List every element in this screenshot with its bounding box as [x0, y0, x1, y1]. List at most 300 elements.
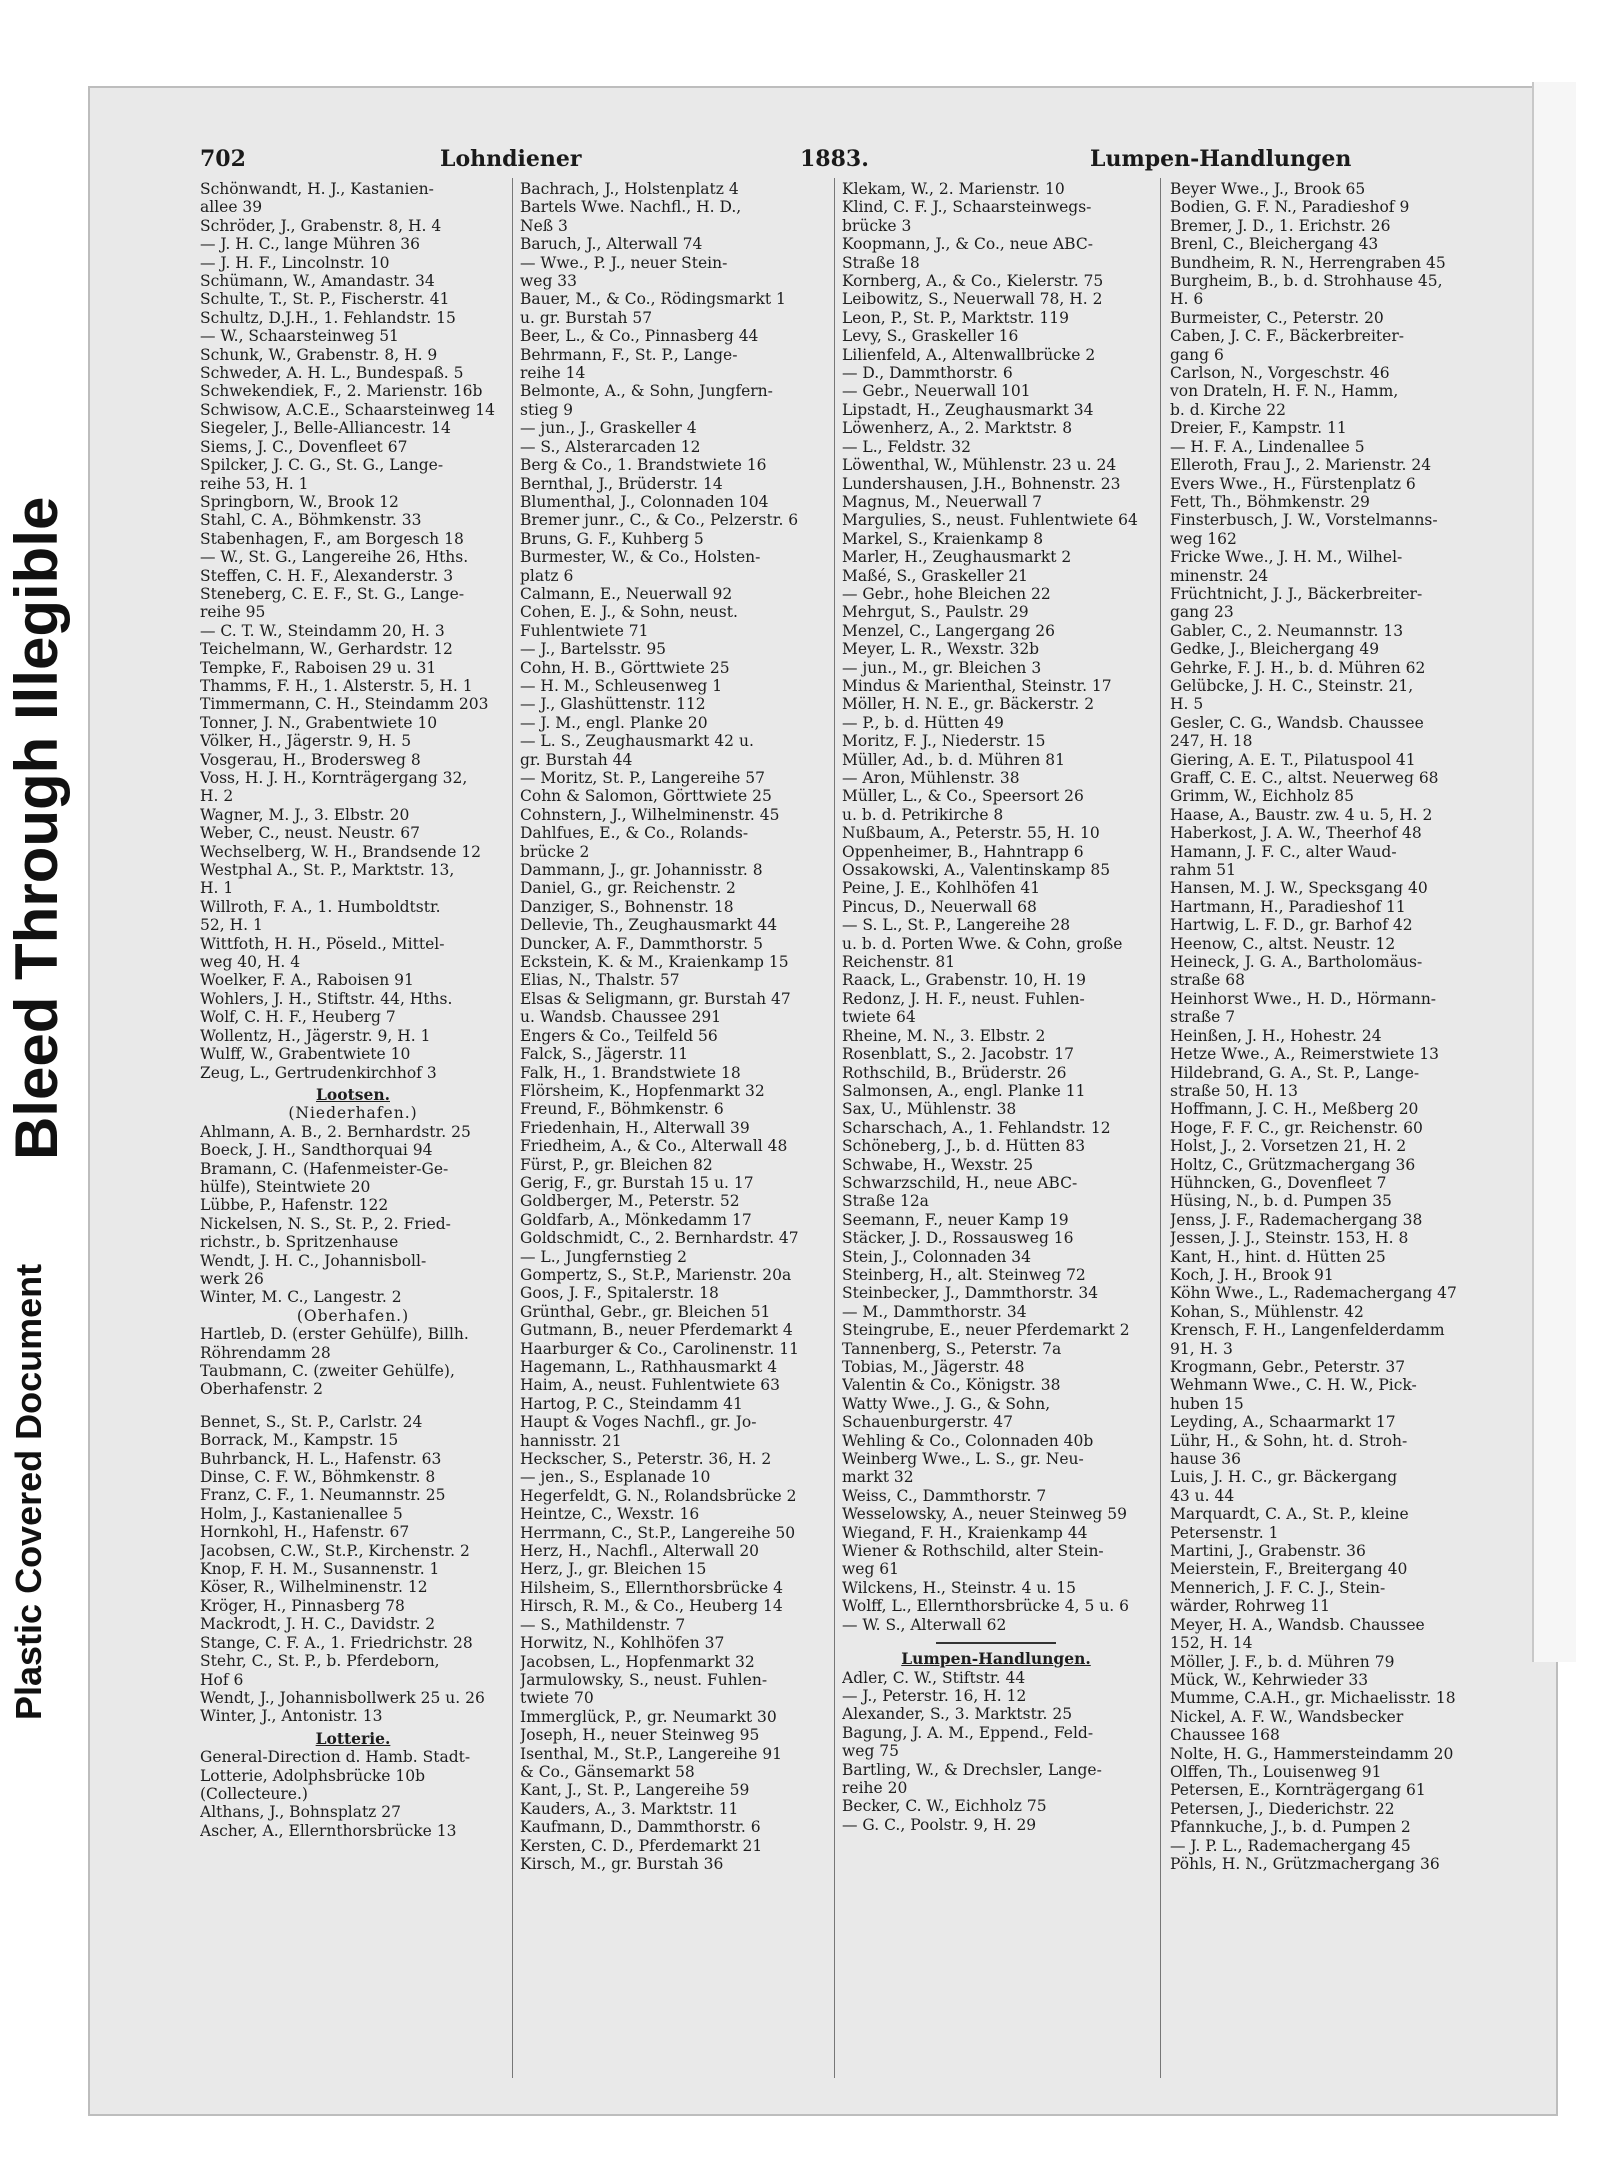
directory-entry-line: Winter, M. C., Langestr. 2	[200, 1288, 402, 1307]
directory-entry-line: Gehrke, F. J. H., b. d. Mühren 62	[1170, 658, 1426, 677]
directory-entry-line: brücke 2	[520, 842, 590, 861]
directory-entry-line: — Gebr., hohe Bleichen 22	[842, 584, 1051, 603]
directory-entry-line: Meyer, L. R., Wexstr. 32b	[842, 640, 1040, 659]
directory-entry-line: Stein, J., Colonnaden 34	[842, 1247, 1032, 1266]
directory-entry-line: u. b. d. Petrikirche 8	[842, 805, 1004, 824]
directory-entry-line: Dellevie, Th., Zeughausmarkt 44	[520, 916, 778, 935]
directory-entry-line: Tannenberg, S., Peterstr. 7a	[842, 1339, 1062, 1358]
directory-entry-line: Weinberg Wwe., L. S., gr. Neu-	[842, 1450, 1084, 1469]
directory-entry-line: Boeck, J. H., Sandthorquai 94	[200, 1141, 433, 1160]
directory-entry-line: — C. T. W., Steindamm 20, H. 3	[200, 621, 445, 640]
directory-entry-line: Evers Wwe., H., Fürstenplatz 6	[1170, 474, 1416, 493]
directory-entry-line: Schwarzschild, H., neue ABC-	[842, 1173, 1078, 1192]
directory-entry-line: Stange, C. F. A., 1. Friedrichstr. 28	[200, 1633, 473, 1652]
directory-entry-line: Wagner, M. J., 3. Elbstr. 20	[200, 805, 410, 824]
directory-entry-line: Kant, H., hint. d. Hütten 25	[1170, 1247, 1386, 1266]
directory-entry-line: Raack, L., Grabenstr. 10, H. 19	[842, 971, 1087, 990]
directory-entry-line: platz 6	[520, 566, 574, 585]
column-rule	[834, 178, 835, 2078]
directory-entry-line: Schwisow, A.C.E., Schaarsteinweg 14	[200, 400, 496, 419]
directory-entry-line: Kaufmann, D., Dammthorstr. 6	[520, 1818, 761, 1837]
directory-entry-line: Kirsch, M., gr. Burstah 36	[520, 1854, 724, 1873]
directory-entry-line: Bundheim, R. N., Herrengraben 45	[1170, 253, 1446, 272]
directory-entry-line: wärder, Rohrweg 11	[1170, 1597, 1330, 1616]
directory-entry-line: Ascher, A., Ellernthorsbrücke 13	[200, 1821, 457, 1840]
page-header	[200, 140, 1540, 180]
directory-column-4	[1170, 180, 1476, 2090]
directory-entry-line: Goldberger, M., Peterstr. 52	[520, 1192, 740, 1211]
directory-entry-line: 91, H. 3	[1170, 1339, 1233, 1358]
directory-entry-line: Margulies, S., neust. Fuhlentwiete 64	[842, 511, 1138, 530]
directory-entry-line: Calmann, E., Neuerwall 92	[520, 584, 733, 603]
directory-entry-line: — S. L., St. P., Langereihe 28	[842, 916, 1071, 935]
directory-entry-line: Elleroth, Frau J., 2. Marienstr. 24	[1170, 456, 1432, 475]
directory-entry-line: Gesler, C. G., Wandsb. Chaussee	[1170, 713, 1424, 732]
directory-entry-line: Bagung, J. A. M., Eppend., Feld-	[842, 1723, 1094, 1742]
column-rule	[512, 178, 513, 2078]
directory-entry-line: Immerglück, P., gr. Neumarkt 30	[520, 1707, 777, 1726]
directory-entry-line: Flörsheim, K., Hopfenmarkt 32	[520, 1081, 765, 1100]
directory-entry-line: Löwenthal, W., Mühlenstr. 23 u. 24	[842, 456, 1117, 475]
directory-entry-line: Nickel, A. F. W., Wandsbecker	[1170, 1707, 1404, 1726]
directory-entry-line: Schultz, D.J.H., 1. Fehlandstr. 15	[200, 308, 456, 327]
directory-entry-line: Krogmann, Gebr., Peterstr. 37	[1170, 1358, 1406, 1376]
directory-entry-line: Fürst, P., gr. Bleichen 82	[520, 1155, 713, 1174]
directory-entry-line: Alexander, S., 3. Marktstr. 25	[842, 1705, 1073, 1724]
directory-entry-line: Schöneberg, J., b. d. Hütten 83	[842, 1137, 1086, 1156]
directory-entry-line: Tobias, M., Jägerstr. 48	[842, 1358, 1025, 1376]
directory-entry-line: Peine, J. E., Kohlhöfen 41	[842, 879, 1041, 898]
directory-entry-line: Hansen, M. J. W., Specksgang 40	[1170, 879, 1428, 898]
directory-entry-line: Kröger, H., Pinnasberg 78	[200, 1596, 405, 1615]
directory-entry-line: Koch, J. H., Brook 91	[1170, 1265, 1334, 1284]
directory-entry-line: Leyding, A., Schaarmarkt 17	[1170, 1413, 1396, 1432]
running-title-right: Lumpen-Handlungen	[1090, 146, 1352, 172]
directory-entry-line: Krensch, F. H., Langenfelderdamm	[1170, 1321, 1445, 1340]
directory-entry-line: b. d. Kirche 22	[1170, 400, 1286, 419]
directory-entry-line: Leibowitz, S., Neuerwall 78, H. 2	[842, 290, 1103, 309]
directory-entry-line: richstr., b. Spritzenhause	[200, 1233, 399, 1252]
directory-entry-line: Möller, J. F., b. d. Mühren 79	[1170, 1652, 1395, 1671]
section-heading: Lumpen-Handlungen.	[901, 1649, 1091, 1669]
directory-entry-line: Graff, C. E. C., altst. Neuerweg 68	[1170, 769, 1439, 787]
directory-entry-line: Müller, L., & Co., Speersort 26	[842, 787, 1084, 806]
directory-entry-line: Hüsing, N., b. d. Pumpen 35	[1170, 1192, 1392, 1211]
directory-entry-line: weg 75	[842, 1742, 900, 1761]
running-title-left: Lohndiener	[440, 146, 582, 172]
directory-entry-line: Lotterie, Adolphsbrücke 10b	[200, 1766, 426, 1785]
directory-entry-line: Becker, C. W., Eichholz 75	[842, 1797, 1047, 1816]
directory-entry-line: Joseph, H., neuer Steinweg 95	[520, 1726, 760, 1745]
directory-entry-line: Wiegand, F. H., Kraienkamp 44	[842, 1523, 1088, 1542]
directory-entry-line: Gedke, J., Bleichergang 49	[1170, 640, 1380, 659]
directory-entry-line: — G. C., Poolstr. 9, H. 29	[842, 1815, 1037, 1834]
directory-entry-line: Haase, A., Baustr. zw. 4 u. 5, H. 2	[1170, 805, 1433, 824]
directory-entry-line: 247, H. 18	[1170, 732, 1253, 751]
directory-entry-line: Bennet, S., St. P., Carlstr. 24	[200, 1412, 423, 1431]
directory-entry-line: Petersen, J., Diederichstr. 22	[1170, 1799, 1395, 1818]
directory-entry-line: Heinhorst Wwe., H. D., Hörmann-	[1170, 989, 1437, 1008]
directory-entry-line: Beyer Wwe., J., Brook 65	[1170, 180, 1366, 198]
directory-entry-line: Springborn, W., Brook 12	[200, 492, 399, 511]
directory-entry-line: 43 u. 44	[1170, 1486, 1235, 1505]
directory-entry-line: Herz, J., gr. Bleichen 15	[520, 1560, 707, 1579]
directory-entry-line: Marquardt, C. A., St. P., kleine	[1170, 1505, 1409, 1524]
directory-entry-line: Dreier, F., Kampstr. 11	[1170, 419, 1347, 438]
directory-entry-line: Koopmann, J., & Co., neue ABC-	[842, 235, 1093, 254]
directory-entry-line: Herrmann, C., St.P., Langereihe 50	[520, 1523, 796, 1542]
directory-entry-line: Hartleb, D. (erster Gehülfe), Billh.	[200, 1325, 469, 1344]
directory-entry-line: Daniel, G., gr. Reichenstr. 2	[520, 879, 736, 898]
directory-entry-line: H. 6	[1170, 290, 1204, 309]
directory-entry-line: Stäcker, J. D., Rossausweg 16	[842, 1229, 1074, 1248]
directory-entry-line: weg 162	[1170, 529, 1237, 548]
directory-entry-line: Schwekendiek, F., 2. Marienstr. 16b	[200, 382, 483, 401]
directory-entry-line: H. 5	[1170, 695, 1204, 714]
directory-entry-line: Ossakowski, A., Valentinskamp 85	[842, 861, 1111, 880]
directory-entry-line: Haberkost, J. A. W., Theerhof 48	[1170, 824, 1422, 843]
directory-entry-line: Jessen, J. J., Steinstr. 153, H. 8	[1170, 1229, 1409, 1248]
directory-entry-line: Mennerich, J. F. C. J., Stein-	[1170, 1578, 1386, 1597]
directory-entry-line: — H. M., Schleusenweg 1	[520, 676, 723, 695]
directory-entry-line: Fricke Wwe., J. H. M., Wilhel-	[1170, 548, 1403, 567]
directory-entry-line: Straße 12a	[842, 1192, 929, 1211]
directory-entry-line: von Drateln, H. F. N., Hamm,	[1170, 382, 1399, 401]
directory-entry-line: Holm, J., Kastanienallee 5	[200, 1504, 403, 1523]
directory-entry-line: Pfannkuche, J., b. d. Pumpen 2	[1170, 1818, 1411, 1837]
directory-entry-line: Hilsheim, S., Ellernthorsbrücke 4	[520, 1578, 783, 1597]
directory-entry-line: Neß 3	[520, 216, 568, 235]
directory-entry-line: Dammann, J., gr. Johannisstr. 8	[520, 861, 763, 880]
directory-entry-line: Maßé, S., Graskeller 21	[842, 566, 1029, 585]
directory-entry-line: Röhrendamm 28	[200, 1343, 331, 1362]
directory-entry-line: Knop, F. H. M., Susannenstr. 1	[200, 1560, 440, 1579]
directory-entry-line: — H. F. A., Lindenallee 5	[1170, 437, 1365, 456]
page-edge	[1532, 82, 1576, 1662]
directory-entry-line: Wendt, J., Johannisbollwerk 25 u. 26	[200, 1688, 485, 1707]
directory-entry-line: hülfe), Steintwiete 20	[200, 1177, 371, 1196]
directory-entry-line: Steingrube, E., neuer Pferdemarkt 2	[842, 1321, 1130, 1340]
directory-entry-line: Gompertz, S., St.P., Marienstr. 20a	[520, 1265, 792, 1284]
directory-entry-line: Hartog, P. C., Steindamm 41	[520, 1394, 743, 1413]
directory-entry-line: Kant, J., St. P., Langereihe 59	[520, 1781, 750, 1800]
directory-entry-line: — J. P. L., Rademachergang 45	[1170, 1836, 1411, 1855]
page-number: 702	[200, 146, 246, 172]
directory-entry-line: — Wwe., P. J., neuer Stein-	[520, 253, 728, 272]
directory-entry-line: Jacobsen, L., Hopfenmarkt 32	[520, 1652, 755, 1671]
directory-column-3	[842, 180, 1150, 2090]
directory-entry-line: reihe 95	[200, 603, 266, 622]
directory-entry-line: allee 39	[200, 198, 263, 217]
directory-entry-line: Lilienfeld, A., Altenwallbrücke 2	[842, 345, 1096, 364]
directory-entry-line: — D., Dammthorstr. 6	[842, 364, 1013, 383]
directory-entry-line: Beer, L., & Co., Pinnasberg 44	[520, 327, 759, 346]
directory-entry-line: straße 50, H. 13	[1170, 1081, 1298, 1100]
directory-entry-line: Belmonte, A., & Sohn, Jungfern-	[520, 382, 773, 401]
directory-entry-line: hannisstr. 21	[520, 1431, 622, 1450]
directory-entry-line: Franz, C. F., 1. Neumannstr. 25	[200, 1486, 446, 1505]
directory-entry-line: Olffen, Th., Louisenweg 91	[1170, 1762, 1382, 1781]
directory-entry-line: Steneberg, C. E. F., St. G., Lange-	[200, 584, 465, 603]
directory-entry-line: Cohen, E. J., & Sohn, neust.	[520, 603, 738, 622]
directory-entry-line: Gutmann, B., neuer Pferdemarkt 4	[520, 1321, 793, 1340]
directory-entry-line: — P., b. d. Hütten 49	[842, 713, 1004, 732]
directory-entry-line: Hoge, F. F. C., gr. Reichenstr. 60	[1170, 1118, 1423, 1137]
directory-entry-line: Schunk, W., Grabenstr. 8, H. 9	[200, 345, 438, 364]
directory-entry-line: Hildebrand, G. A., St. P., Lange-	[1170, 1063, 1420, 1082]
directory-entry-line: Woelker, F. A., Raboisen 91	[200, 971, 414, 990]
directory-entry-line: Falck, S., Jägerstr. 11	[520, 1045, 689, 1064]
directory-entry-line: u. Wandsb. Chaussee 291	[520, 1008, 722, 1027]
directory-entry-line: Jacobsen, C.W., St.P., Kirchenstr. 2	[200, 1541, 470, 1560]
directory-entry-line: Völker, H., Jägerstr. 9, H. 5	[200, 732, 412, 751]
directory-entry-line: Sax, U., Mühlenstr. 38	[842, 1100, 1017, 1119]
directory-entry-line: Straße 18	[842, 253, 920, 272]
directory-entry-line: straße 7	[1170, 1008, 1236, 1027]
directory-entry-line: Mumme, C.A.H., gr. Michaelisstr. 18	[1170, 1689, 1456, 1708]
directory-entry-line: Gerig, F., gr. Burstah 15 u. 17	[520, 1173, 754, 1192]
directory-entry-line: minenstr. 24	[1170, 566, 1269, 585]
directory-entry-line: Fuhlentwiete 71	[520, 621, 649, 640]
directory-entry-line: Ahlmann, A. B., 2. Bernhardstr. 25	[200, 1122, 471, 1141]
directory-entry-line: Wehmann Wwe., C. H. W., Pick-	[1170, 1376, 1417, 1395]
directory-entry-line: Müller, Ad., b. d. Mühren 81	[842, 750, 1066, 769]
directory-entry-line: Mindus & Marienthal, Steinstr. 17	[842, 676, 1112, 695]
directory-entry-line: Siems, J. C., Dovenfleet 67	[200, 437, 408, 456]
directory-entry-line: Moritz, F. J., Niederstr. 15	[842, 732, 1046, 751]
directory-entry-line: Scharschach, A., 1. Fehlandstr. 12	[842, 1118, 1111, 1137]
directory-entry-line: Voss, H. J. H., Kornträgergang 32,	[200, 769, 468, 787]
directory-entry-line: Heenow, C., altst. Neustr. 12	[1170, 934, 1396, 953]
directory-entry-line: Wechselberg, W. H., Brandsende 12	[200, 842, 482, 861]
directory-entry-line: Thamms, F. H., 1. Alsterstr. 5, H. 1	[200, 676, 473, 695]
directory-entry-line: Petersen, E., Kornträgergang 61	[1170, 1781, 1426, 1800]
directory-entry-line: Rothschild, B., Brüderstr. 26	[842, 1063, 1067, 1082]
directory-entry-line: Menzel, C., Langergang 26	[842, 621, 1056, 640]
directory-entry-line: Steinbecker, J., Dammthorstr. 34	[842, 1284, 1099, 1303]
directory-entry-line: markt 32	[842, 1468, 914, 1487]
directory-entry-line: Wendt, J. H. C., Johannisboll-	[200, 1251, 427, 1270]
directory-entry-line: — J. H. F., Lincolnstr. 10	[200, 253, 390, 272]
directory-entry-line: — L., Jungfernstieg 2	[520, 1247, 687, 1266]
directory-entry-line: Carlson, N., Vorgeschstr. 46	[1170, 364, 1390, 383]
directory-entry-line: Brenl, C., Bleichergang 43	[1170, 235, 1379, 254]
directory-entry-line: Schröder, J., Grabenstr. 8, H. 4	[200, 216, 442, 235]
directory-entry-line: Grimm, W., Eichholz 85	[1170, 787, 1355, 806]
directory-entry-line: & Co., Gänsemarkt 58	[520, 1762, 695, 1781]
directory-entry-line: — L., Feldstr. 32	[842, 437, 971, 456]
directory-entry-line: — W., Schaarsteinweg 51	[200, 327, 399, 346]
directory-entry-line: Wollentz, H., Jägerstr. 9, H. 1	[200, 1026, 431, 1045]
directory-entry-line: gang 6	[1170, 345, 1224, 364]
directory-entry-line: twiete 70	[520, 1689, 594, 1708]
directory-entry-line: Hagemann, L., Rathhausmarkt 4	[520, 1358, 778, 1376]
directory-entry-line: 52, H. 1	[200, 916, 263, 935]
directory-entry-line: Bremer junr., C., & Co., Pelzerstr. 6	[520, 511, 799, 530]
directory-entry-line: Willroth, F. A., 1. Humboldtstr.	[200, 897, 441, 916]
directory-entry-line: Bartels Wwe. Nachfl., H. D.,	[520, 198, 742, 217]
directory-entry-line: Schönwandt, H. J., Kastanien-	[200, 180, 434, 198]
directory-entry-line: u. gr. Burstah 57	[520, 308, 653, 327]
directory-entry-line: Weber, C., neust. Neustr. 67	[200, 824, 420, 843]
directory-entry-line: Steffen, C. H. F., Alexanderstr. 3	[200, 566, 454, 585]
directory-entry-line: H. 1	[200, 879, 234, 898]
directory-entry-line: General-Direction d. Hamb. Stadt-	[200, 1748, 471, 1767]
directory-entry-line: Holst, J., 2. Vorsetzen 21, H. 2	[1170, 1137, 1407, 1156]
directory-entry-line: Althans, J., Bohnsplatz 27	[200, 1803, 401, 1822]
directory-entry-line: — J. H. C., lange Mühren 36	[200, 235, 421, 254]
directory-entry-line: Gelübcke, J. H. C., Steinstr. 21,	[1170, 676, 1414, 695]
directory-entry-line: Weiss, C., Dammthorstr. 7	[842, 1486, 1047, 1505]
directory-entry-line: Finsterbusch, J. W., Vorstelmanns-	[1170, 511, 1438, 530]
directory-entry-line: Mück, W., Kehrwieder 33	[1170, 1670, 1369, 1689]
directory-entry-line: Möller, H. N. E., gr. Bäckerstr. 2	[842, 695, 1095, 714]
directory-entry-line: gr. Burstah 44	[520, 750, 633, 769]
directory-entry-line: Blumenthal, J., Colonnaden 104	[520, 492, 769, 511]
directory-entry-line: Luis, J. H. C., gr. Bäckergang	[1170, 1468, 1398, 1487]
directory-entry-line: — jun., J., Graskeller 4	[520, 419, 697, 438]
directory-entry-line: Bachrach, J., Holstenplatz 4	[520, 180, 739, 198]
directory-entry-line: Hamann, J. F. C., alter Waud-	[1170, 842, 1397, 861]
directory-entry-line: Eckstein, K. & M., Kraienkamp 15	[520, 953, 789, 972]
directory-entry-line: Grünthal, Gebr., gr. Bleichen 51	[520, 1302, 771, 1321]
directory-entry-line: Bramann, C. (Hafenmeister-Ge-	[200, 1159, 449, 1178]
directory-entry-line: Vosgerau, H., Brodersweg 8	[200, 750, 421, 769]
directory-entry-line: Dinse, C. F. W., Böhmkenstr. 8	[200, 1468, 436, 1487]
directory-entry-line: Stabenhagen, F., am Borgesch 18	[200, 529, 464, 548]
directory-entry-line: Elias, N., Thalstr. 57	[520, 971, 680, 990]
directory-entry-line: Isenthal, M., St.P., Langereihe 91	[520, 1744, 782, 1763]
directory-entry-line: Wesselowsky, A., neuer Steinweg 59	[842, 1505, 1127, 1524]
directory-entry-line: Wittfoth, H. H., Pöseld., Mittel-	[200, 934, 445, 953]
directory-column-1	[200, 180, 506, 2090]
column-rule	[1160, 178, 1161, 2078]
directory-entry-line: Holtz, C., Grützmachergang 36	[1170, 1155, 1416, 1174]
directory-entry-line: weg 40, H. 4	[200, 953, 301, 972]
directory-entry-line: (Collecteure.)	[200, 1784, 308, 1803]
directory-entry-line: stieg 9	[520, 400, 574, 419]
directory-entry-line: 152, H. 14	[1170, 1634, 1253, 1653]
directory-entry-line: Lipstadt, H., Zeughausmarkt 34	[842, 400, 1094, 419]
directory-entry-line: Meyer, H. A., Wandsb. Chaussee	[1170, 1615, 1425, 1634]
section-spacer	[200, 1399, 506, 1413]
directory-entry-line: Burmester, W., & Co., Holsten-	[520, 548, 761, 567]
directory-entry-line: Bartling, W., & Drechsler, Lange-	[842, 1760, 1102, 1779]
directory-entry-line: Steinberg, H., alt. Steinweg 72	[842, 1265, 1086, 1284]
directory-entry-line: Hühncken, G., Dovenfleet 7	[1170, 1173, 1387, 1192]
directory-entry-line: — Gebr., Neuerwall 101	[842, 382, 1031, 401]
section-subheading: (Niederhafen.)	[288, 1104, 418, 1123]
directory-entry-line: — S., Mathildenstr. 7	[520, 1615, 686, 1634]
directory-entry-line: — J., Bartelsstr. 95	[520, 640, 667, 659]
directory-entry-line: Giering, A. E. T., Pilatuspool 41	[1170, 750, 1416, 769]
directory-entry-line: twiete 64	[842, 1008, 916, 1027]
directory-entry-line: Schümann, W., Amandastr. 34	[200, 272, 435, 291]
directory-entry-line: Kohan, S., Mühlenstr. 42	[1170, 1302, 1364, 1321]
directory-entry-line: Haim, A., neust. Fuhlentwiete 63	[520, 1376, 780, 1395]
directory-entry-line: Heinßen, J. H., Hohestr. 24	[1170, 1026, 1382, 1045]
directory-entry-line: Stehr, C., St. P., b. Pferdeborn,	[200, 1652, 440, 1671]
directory-entry-line: weg 33	[520, 272, 578, 291]
directory-entry-line: H. 2	[200, 787, 234, 806]
directory-entry-line: Hartmann, H., Paradieshof 11	[1170, 897, 1406, 916]
directory-entry-line: Burmeister, C., Peterstr. 20	[1170, 308, 1384, 327]
directory-entry-line: Mackrodt, J. H. C., Davidstr. 2	[200, 1615, 436, 1634]
directory-entry-line: Wehling & Co., Colonnaden 40b	[842, 1431, 1094, 1450]
directory-entry-line: Friedheim, A., & Co., Alterwall 48	[520, 1137, 788, 1156]
directory-entry-line: Bremer, J. D., 1. Erichstr. 26	[1170, 216, 1391, 235]
directory-entry-line: brücke 3	[842, 216, 912, 235]
directory-entry-line: weg 61	[842, 1560, 900, 1579]
directory-entry-line: Reichenstr. 81	[842, 953, 956, 972]
directory-entry-line: Oberhafenstr. 2	[200, 1380, 323, 1399]
directory-entry-line: Danziger, S., Bohnenstr. 18	[520, 897, 734, 916]
directory-entry-line: Wolff, L., Ellernthorsbrücke 4, 5 u. 6	[842, 1597, 1129, 1616]
directory-entry-line: Duncker, A. F., Dammthorstr. 5	[520, 934, 763, 953]
directory-entry-line: Engers & Co., Teilfeld 56	[520, 1026, 718, 1045]
directory-entry-line: Kauders, A., 3. Marktstr. 11	[520, 1799, 739, 1818]
directory-entry-line: Levy, S., Graskeller 16	[842, 327, 1019, 346]
directory-entry-line: werk 26	[200, 1269, 264, 1288]
directory-entry-line: Hegerfeldt, G. N., Rolandsbrücke 2	[520, 1486, 797, 1505]
directory-entry-line: Cohn, H. B., Görttwiete 25	[520, 658, 730, 677]
directory-entry-line: Marler, H., Zeughausmarkt 2	[842, 548, 1072, 567]
directory-entry-line: Haarburger & Co., Carolinenstr. 11	[520, 1339, 799, 1358]
directory-entry-line: Taubmann, C. (zweiter Gehülfe),	[200, 1362, 455, 1380]
directory-entry-line: Winter, J., Antonistr. 13	[200, 1707, 383, 1726]
directory-entry-line: Nolte, H. G., Hammersteindamm 20	[1170, 1744, 1454, 1763]
directory-entry-line: Löwenherz, A., 2. Marktstr. 8	[842, 419, 1073, 438]
directory-entry-line: — J., Peterstr. 16, H. 12	[842, 1686, 1027, 1705]
section-heading: Lotterie.	[315, 1728, 391, 1748]
directory-entry-line: Bodien, G. F. N., Paradieshof 9	[1170, 198, 1410, 217]
directory-entry-line: Heineck, J. G. A., Bartholomäus-	[1170, 953, 1423, 972]
directory-entry-line: — J., Glashüttenstr. 112	[520, 695, 706, 714]
directory-entry-line: — M., Dammthorstr. 34	[842, 1302, 1027, 1321]
directory-entry-line: Markel, S., Kraienkamp 8	[842, 529, 1044, 548]
directory-entry-line: Kornberg, A., & Co., Kielerstr. 75	[842, 272, 1104, 291]
directory-entry-line: Borrack, M., Kampstr. 15	[200, 1431, 399, 1450]
directory-entry-line: huben 15	[1170, 1394, 1244, 1413]
directory-entry-line: Tonner, J. N., Grabentwiete 10	[200, 713, 438, 732]
directory-entry-line: Watty Wwe., J. G., & Sohn,	[842, 1394, 1051, 1413]
directory-entry-line: Nußbaum, A., Peterstr. 55, H. 10	[842, 824, 1100, 843]
directory-entry-line: Wiener & Rothschild, alter Stein-	[842, 1542, 1104, 1561]
directory-entry-line: Seemann, F., neuer Kamp 19	[842, 1210, 1069, 1229]
directory-entry-line: Salmonsen, A., engl. Planke 11	[842, 1081, 1086, 1100]
directory-entry-line: Lühr, H., & Sohn, ht. d. Stroh-	[1170, 1431, 1408, 1450]
directory-entry-line: Freund, F., Böhmkenstr. 6	[520, 1100, 724, 1119]
directory-entry-line: Lundershausen, J.H., Bohnenstr. 23	[842, 474, 1121, 493]
directory-entry-line: Jenss, J. F., Rademachergang 38	[1170, 1210, 1423, 1229]
directory-entry-line: Nickelsen, N. S., St. P., 2. Fried-	[200, 1214, 451, 1233]
directory-entry-line: Redonz, J. H. F., neust. Fuhlen-	[842, 989, 1085, 1008]
directory-entry-line: Westphal A., St. P., Marktstr. 13,	[200, 861, 455, 880]
directory-entry-line: Bruns, G. F., Kuhberg 5	[520, 529, 704, 548]
directory-entry-line: Adler, C. W., Stiftstr. 44	[842, 1668, 1026, 1687]
directory-entry-line: Klekam, W., 2. Marienstr. 10	[842, 180, 1065, 198]
directory-entry-line: Tempke, F., Raboisen 29 u. 31	[200, 658, 437, 677]
directory-entry-line: Wohlers, J. H., Stiftstr. 44, Hths.	[200, 989, 453, 1008]
directory-entry-line: Cohn & Salomon, Görttwiete 25	[520, 787, 772, 806]
directory-entry-line: Petersenstr. 1	[1170, 1523, 1279, 1542]
directory-entry-line: Schulte, T., St. P., Fischerstr. 41	[200, 290, 450, 309]
directory-entry-line: Hartwig, L. F. D., gr. Barhof 42	[1170, 916, 1413, 935]
directory-entry-line: — Moritz, St. P., Langereihe 57	[520, 769, 765, 787]
directory-entry-line: — J. M., engl. Planke 20	[520, 713, 708, 732]
directory-entry-line: Hirsch, R. M., & Co., Heuberg 14	[520, 1597, 783, 1616]
directory-entry-line: Herz, H., Nachfl., Alterwall 20	[520, 1542, 760, 1561]
